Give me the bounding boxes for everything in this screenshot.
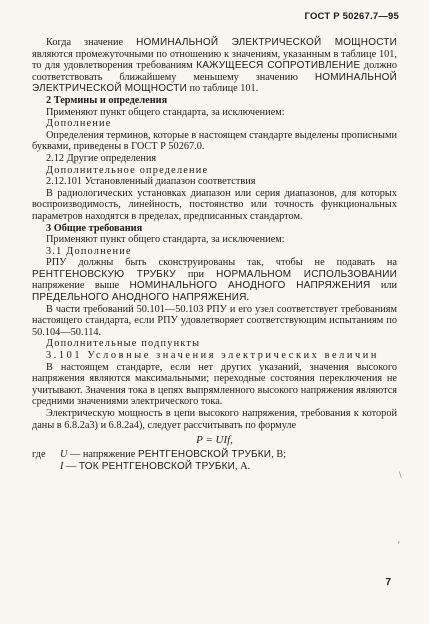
page-header: ГОСТ Р 50267.7—95: [304, 11, 399, 22]
paragraph: [32, 153, 397, 165]
text-run: РЕНТГЕНОВСКУЮ ТРУБКУ: [32, 268, 176, 280]
paragraph: [32, 37, 397, 95]
paragraph: [32, 130, 397, 153]
paragraph: [32, 408, 397, 431]
definition-label: где: [32, 448, 46, 460]
text-run: НОРМАЛЬНОМ ИСПОЛЬЗОВАНИИ: [216, 268, 397, 280]
definition-text: —: [63, 460, 79, 472]
paragraph: [32, 176, 397, 188]
text-run: Дополнительное определение: [46, 164, 209, 176]
text-run: 3.1 Дополнение: [46, 245, 132, 257]
paragraph: [32, 362, 397, 408]
text-run: 3.101 Условные значения электрических величин: [46, 350, 380, 362]
definition-term: ТОК РЕНТГЕНОВСКОЙ ТРУБКИ: [78, 460, 235, 472]
paragraph: [32, 118, 397, 130]
symbol: U: [60, 448, 68, 460]
symbol: I: [60, 460, 64, 472]
text-run: 2 Термины и определения: [46, 94, 168, 106]
text-run: В радиологических установках диапазон или серия диапазонов, для которых воспроизводимость, линейность, постоянство или точность функциональных параметров находятся в пределах, предписанных стандартом.: [32, 187, 397, 222]
text-run: НОМИНАЛЬНОЙ ЭЛЕКТРИЧЕСКОЙ МОЩНОСТИ: [136, 37, 397, 48]
definition-unit: , В;: [271, 448, 287, 460]
document-body: [32, 37, 397, 472]
definition-row: [32, 449, 397, 461]
definition-unit: , А.: [235, 460, 251, 472]
paragraph: [32, 107, 397, 119]
definition-text: — напряжение: [67, 448, 138, 460]
paragraph: [32, 165, 397, 177]
paragraph: [32, 234, 397, 246]
text-run: 2.12.101 Установленный диапазон соответствия: [46, 176, 256, 188]
text-run: Определения терминов, которые в настоящем стандарте выделены прописными буквами, приведены в ГОСТ Р 50267.0.: [32, 129, 397, 153]
text-run: по таблице 101.: [186, 83, 259, 95]
text-run: ПРЕДЕЛЬНОГО АНОДНОГО НАПРЯЖЕНИЯ: [32, 292, 247, 304]
paragraph: [32, 95, 397, 107]
text-run: В части требований 50.101—50.103 РПУ и его узел соответствует требованиям настоящего стандарта, если РПУ удовлетворяет соответствующим испытаниям по 50.104—50.114.: [32, 303, 397, 338]
formula: P = UIf,: [196, 434, 233, 447]
scan-mark: \: [399, 470, 402, 480]
paragraphs: [32, 37, 397, 431]
variable-definitions: [32, 449, 397, 473]
text-run: 2.12 Другие определения: [46, 152, 157, 164]
text-run: НОМИНАЛЬНОЙ ЭЛЕКТРИЧЕСКОЙ МОЩНОСТИ: [32, 71, 397, 95]
text-run: .: [246, 292, 250, 304]
text-run: при: [175, 268, 217, 280]
text-run: НОМИНАЛЬНОГО АНОДНОГО НАПРЯЖЕНИЯ: [129, 280, 371, 292]
text-run: напряжение выше: [32, 280, 130, 292]
paragraph: [32, 188, 397, 223]
text-run: Дополнительные подпункты: [46, 338, 201, 350]
paragraph: [32, 350, 397, 362]
text-run: являются промежуточными по отношению к значениям, указанным в таблице 101, то для удовлетворения требованиям: [32, 48, 397, 72]
paragraph: [32, 338, 397, 350]
page-number: 7: [385, 577, 391, 588]
scan-mark: ': [398, 540, 400, 550]
text-run: КАЖУЩЕЕСЯ СОПРОТИВЛЕНИЕ: [196, 60, 361, 72]
paragraph: [32, 257, 397, 303]
text-run: РПУ должны быть сконструированы так, чтобы не подавать на: [46, 257, 397, 269]
definition-row: [32, 461, 397, 473]
text-run: Применяют пункт общего стандарта, за исключением:: [46, 106, 285, 118]
paragraph: [32, 304, 397, 339]
definition-term: РЕНТГЕНОВСКОЙ ТРУБКИ: [137, 448, 272, 460]
paragraph: [32, 223, 397, 235]
text-run: Дополнение: [46, 118, 112, 130]
text-run: Когда значение: [46, 37, 137, 48]
text-run: Электрическую мощность в цепи высокого напряжения, требования к которой даны в 6.8.2а3) и 6.8.2а4), следует рассчитывать по формуле: [32, 408, 397, 431]
text-run: В настоящем стандарте, если нет других указаний, значения высокого напряжения являются максимальными; переходные состояния переключения не учитывают. Значения тока в цепях выпрямленного высокого напряжения являются средними значениями электрического тока.: [32, 361, 397, 408]
text-run: или: [370, 280, 397, 292]
text-run: Применяют пункт общего стандарта, за исключением:: [46, 234, 285, 246]
text-run: должно соответствовать ближайшему меньшему значению: [32, 60, 397, 83]
text-run: 3 Общие требования: [46, 222, 143, 234]
paragraph: [32, 246, 397, 258]
